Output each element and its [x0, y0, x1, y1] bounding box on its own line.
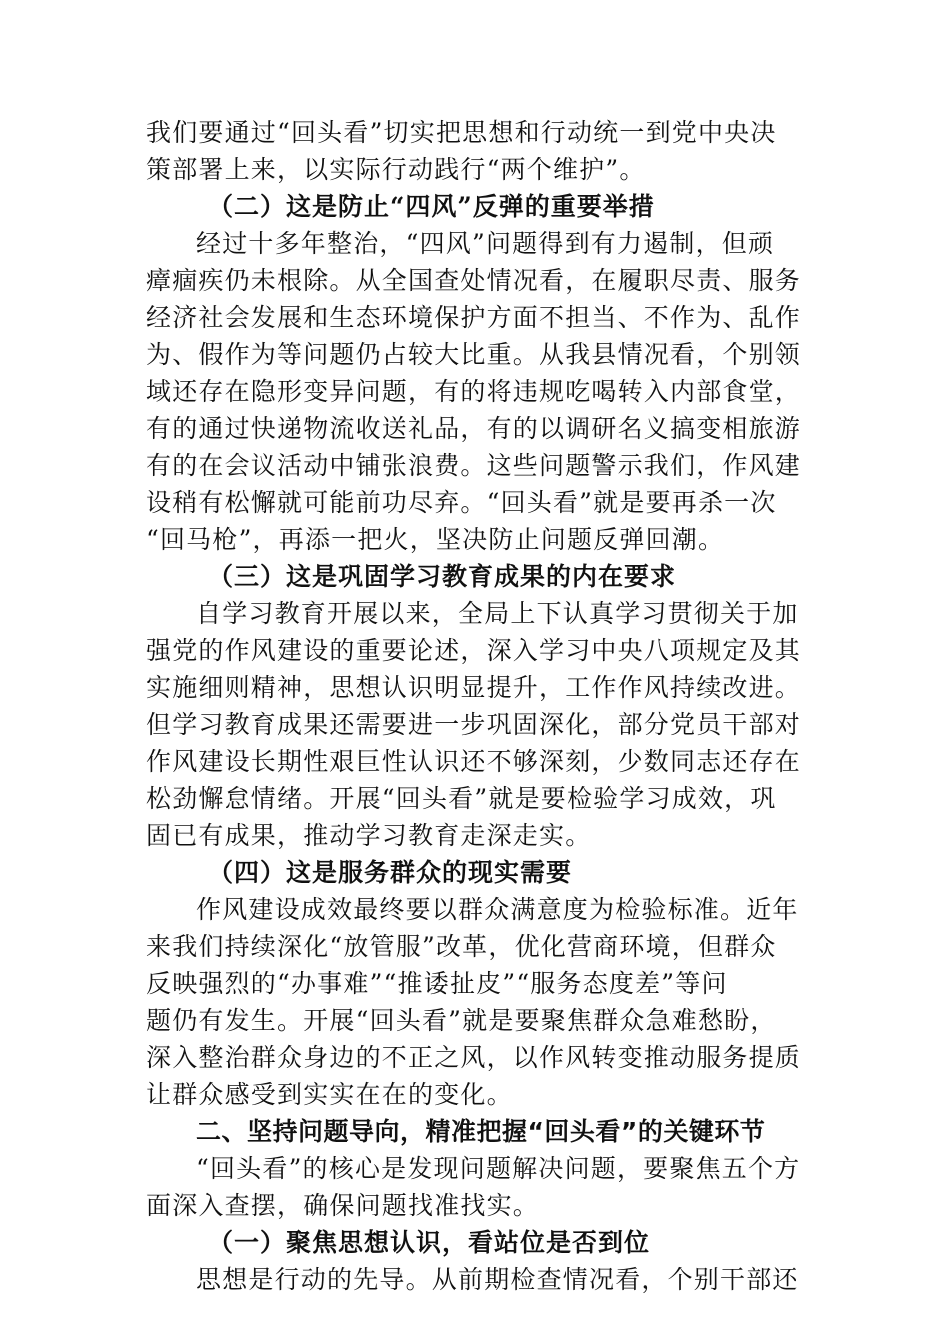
paragraph-line: 思想是行动的先导。从前期检查情况看，个别干部还	[196, 1265, 799, 1294]
paragraph-line: 面深入查摆，确保问题找准找实。	[146, 1191, 540, 1220]
paragraph-line: 有的在会议活动中铺张浪费。这些问题警示我们，作风建	[146, 451, 802, 480]
section-heading: （二）这是防止“四风”反弹的重要举措	[208, 192, 655, 221]
paragraph-line: 深入整治群众身边的不正之风，以作风转变推动服务提质	[146, 1043, 802, 1072]
paragraph-line: 经过十多年整治，“四风”问题得到有力遏制，但顽	[196, 229, 775, 258]
paragraph-line: 固已有成果，推动学习教育走深走实。	[146, 821, 592, 850]
paragraph-line: 实施细则精神，思想认识明显提升，工作作风持续改进。	[146, 673, 802, 702]
document-page	[146, 114, 806, 1298]
paragraph-line: 我们要通过“回头看”切实把思想和行动统一到党中央决	[146, 118, 777, 147]
paragraph-line: “回头看”的核心是发现问题解决问题，要聚焦五个方	[196, 1154, 801, 1183]
paragraph-line: 来我们持续深化“放管服”改革，优化营商环境，但群众	[146, 932, 777, 961]
paragraph-line: 自学习教育开展以来，全局上下认真学习贯彻关于加	[196, 599, 799, 628]
paragraph-line: 松劲懈怠情绪。开展“回头看”就是要检验学习成效，巩	[146, 784, 777, 813]
paragraph-line: 题仍有发生。开展“回头看”就是要聚焦群众急难愁盼，	[146, 1006, 777, 1035]
chapter-heading: 二、坚持问题导向，精准把握“回头看”的关键环节	[196, 1117, 766, 1146]
paragraph-line: 强党的作风建设的重要论述，深入学习中央八项规定及其	[146, 636, 802, 665]
paragraph-line: 作风建设成效最终要以群众满意度为检验标准。近年	[196, 895, 799, 924]
paragraph-line: 策部署上来，以实际行动践行“两个维护”。	[146, 155, 646, 184]
paragraph-line: “回马枪”，再添一把火，坚决防止问题反弹回潮。	[146, 525, 725, 554]
section-heading: （一）聚焦思想认识，看站位是否到位	[208, 1228, 651, 1257]
paragraph-line: 作风建设长期性艰巨性认识还不够深刻，少数同志还存在	[146, 747, 802, 776]
paragraph-line: 让群众感受到实实在在的变化。	[146, 1080, 513, 1109]
paragraph-line: 为、假作为等问题仍占较大比重。从我县情况看，个别领	[146, 340, 802, 369]
section-heading: （四）这是服务群众的现实需要	[208, 858, 573, 887]
paragraph-line: 瘴痼疾仍未根除。从全国查处情况看，在履职尽责、服务	[146, 266, 802, 295]
paragraph-line: 但学习教育成果还需要进一步巩固深化，部分党员干部对	[146, 710, 802, 739]
paragraph-line: 有的通过快递物流收送礼品，有的以调研名义搞变相旅游	[146, 414, 802, 443]
paragraph-line: 反映强烈的“办事难”“推诿扯皮”“服务态度差”等问	[146, 969, 728, 998]
paragraph-line: 经济社会发展和生态环境保护方面不担当、不作为、乱作	[146, 303, 802, 332]
section-heading: （三）这是巩固学习教育成果的内在要求	[208, 562, 677, 591]
paragraph-line: 设稍有松懈就可能前功尽弃。“回头看”就是要再杀一次	[146, 488, 777, 517]
paragraph-line: 域还存在隐形变异问题，有的将违规吃喝转入内部食堂，	[146, 377, 802, 406]
